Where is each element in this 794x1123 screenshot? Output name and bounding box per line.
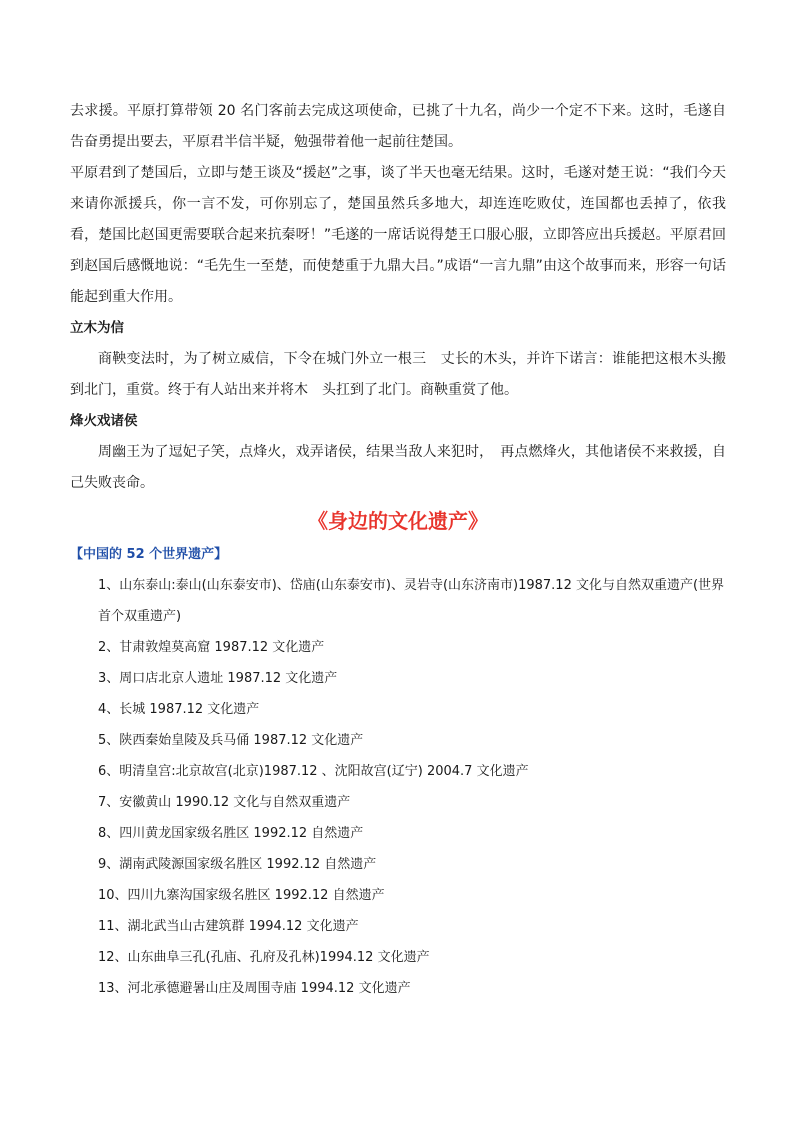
story-heading: 立木为信 — [70, 320, 124, 336]
list-item: 7、安徽黄山 1990.12 文化与自然双重遗产 — [98, 795, 351, 810]
story-paragraph: 去求援。平原打算带领 20 名门客前去完成这项使命，已挑了十九名，尚少一个定不下来。这时，毛遂自告奋勇提出要去，平原君半信半疑，勉强带着他一起前往楚国。 — [70, 103, 726, 150]
document-page — [70, 96, 726, 1004]
story-paragraph: 商鞅变法时，为了树立威信，下令在城门外立一根三 丈长的木头，并许下诺言：谁能把这根木头搬到北门，重赏。终于有人站出来并将木 头扛到了北门。商鞅重赏了他。 — [70, 351, 726, 398]
list-item: 8、四川黄龙国家级名胜区 1992.12 自然遗产 — [98, 826, 364, 841]
list-item: 1、山东泰山:泰山(山东泰安市)、岱庙(山东泰安市)、灵岩寺(山东济南市)1987.12 文化与自然双重遗产(世界首个双重遗产) — [98, 578, 725, 624]
section-title: 《身边的文化遗产》 — [308, 509, 488, 533]
list-item: 9、湖南武陵源国家级名胜区 1992.12 自然遗产 — [98, 857, 377, 872]
list-item: 10、四川九寨沟国家级名胜区 1992.12 自然遗产 — [98, 888, 385, 903]
list-item: 11、湖北武当山古建筑群 1994.12 文化遗产 — [98, 919, 359, 934]
list-item: 6、明清皇宫:北京故宫(北京)1987.12 、沈阳故宫(辽宁) 2004.7 文化遗产 — [98, 764, 529, 779]
heritage-list-heading: 【中国的 52 个世界遗产】 — [70, 547, 228, 562]
list-item: 5、陕西秦始皇陵及兵马俑 1987.12 文化遗产 — [98, 733, 364, 748]
list-item: 13、河北承德避暑山庄及周围寺庙 1994.12 文化遗产 — [98, 981, 411, 996]
list-item: 4、长城 1987.12 文化遗产 — [98, 702, 260, 717]
story-paragraph: 平原君到了楚国后，立即与楚王谈及“援赵”之事，谈了半天也毫无结果。这时，毛遂对楚王说：“我们今天来请你派援兵，你一言不发，可你别忘了，楚国虽然兵多地大，却连连吃败仗，连国都也丢掉了，依我看，楚国比赵国更需要联合起来抗秦呀！”毛遂的一席话说得楚王口服心服，立即答应出兵援赵。平原君回到赵国后感慨地说：“毛先生一至楚，而使楚重于九鼎大吕。”成语“一言九鼎”由这个故事而来，形容一句话能起到重大作用。 — [70, 165, 726, 305]
heritage-list — [70, 570, 726, 1004]
list-item: 12、山东曲阜三孔(孔庙、孔府及孔林)1994.12 文化遗产 — [98, 950, 430, 965]
story-paragraph: 周幽王为了逗妃子笑，点烽火，戏弄诸侯，结果当敌人来犯时， 再点燃烽火，其他诸侯不来救援，自己失败丧命。 — [70, 444, 726, 491]
story-heading: 烽火戏诸侯 — [70, 413, 138, 429]
list-item: 2、甘肃敦煌莫高窟 1987.12 文化遗产 — [98, 640, 325, 655]
list-item: 3、周口店北京人遗址 1987.12 文化遗产 — [98, 671, 338, 686]
